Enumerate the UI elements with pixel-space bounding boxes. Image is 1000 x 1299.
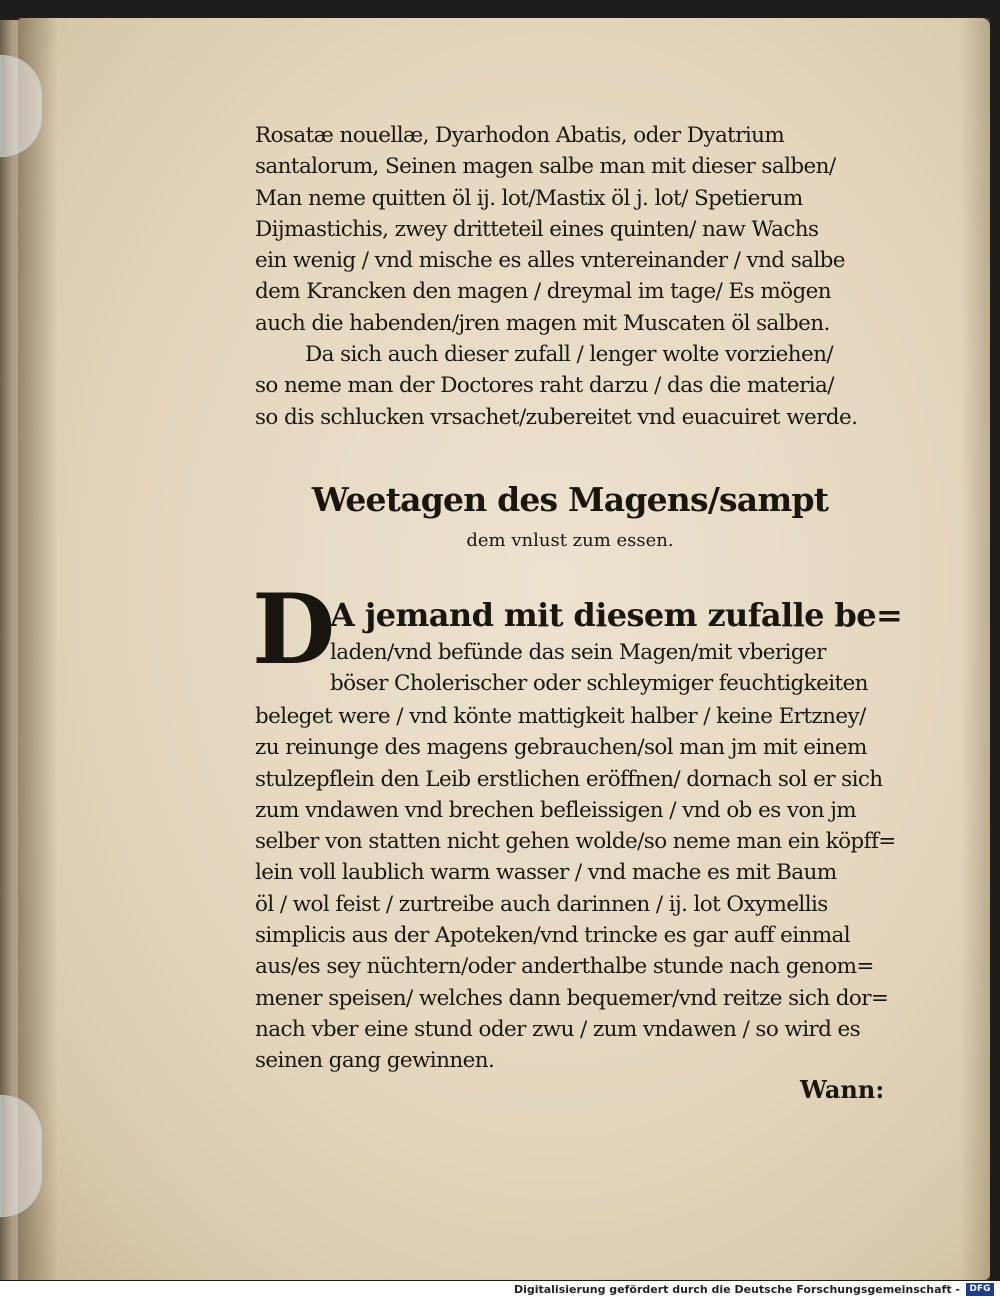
dfg-logo: DFG — [966, 1283, 994, 1296]
footer-credit: Digitalisierung gefördert durch die Deutsche Forschungsgemeinschaft - — [513, 1283, 960, 1296]
text-line: zum vndawen vnd brechen befleissigen / vnd ob es von jm — [255, 797, 857, 823]
text-line: nach vber eine stund oder zwu / zum vndawen / so wird es — [255, 1016, 861, 1042]
text-line: santalorum, Seinen magen salbe man mit dieser salben/ — [255, 154, 836, 180]
text-line: mener speisen/ welches dann bequemer/vnd reitze sich dor= — [255, 985, 889, 1011]
dropcap-line-first: A jemand mit diesem zufalle be= — [330, 596, 903, 634]
text-line: dem Krancken den magen / dreymal im tage/ Es mögen — [255, 279, 831, 305]
paragraph-main — [255, 701, 896, 1077]
page-gutter-shadow — [18, 18, 58, 1280]
text-line: laden/vnd befünde das sein Magen/mit vberiger — [330, 640, 826, 665]
text-line: auch die habenden/jren magen mit Muscaten öl salben. — [255, 310, 830, 336]
paragraph-second — [255, 339, 885, 433]
text-line: seinen gang gewinnen. — [255, 1048, 495, 1074]
text-line: Rosatæ nouellæ, Dyarhodon Abatis, oder Dyatrium — [255, 123, 785, 148]
section-heading: Weetagen des Magens/sampt — [311, 480, 829, 519]
text-line: öl / wol feist / zurtreibe auch darinnen / ij. lot Oxymellis — [255, 891, 828, 917]
text-line: stulzepflein den Leib erstlichen eröffnen/ dornach sol er sich — [255, 766, 883, 792]
text-line: Man neme quitten öl ij. lot/Mastix öl j. lot/ Spetierum — [255, 185, 803, 211]
page-right-edge-shadow — [960, 18, 990, 1280]
text-line: beleget were / vnd könte mattigkeit halber / keine Ertzney/ — [255, 704, 866, 729]
paragraph-top — [255, 120, 885, 339]
dropcap-continuation — [330, 637, 885, 700]
text-line: selber von statten nicht gehen wolde/so neme man ein köpff= — [255, 829, 896, 855]
text-line: zu reinunge des magens gebrauchen/sol man jm mit einem — [255, 735, 867, 761]
text-line: simplicis aus der Apoteken/vnd trincke es gar auff einmal — [255, 923, 851, 949]
section-subheading: dem vnlust zum essen. — [466, 530, 674, 551]
text-line: Da sich auch dieser zufall / lenger wolte vorziehen/ — [305, 342, 833, 367]
catchword: Wann: — [800, 1075, 885, 1104]
text-line: böser Cholerischer oder schleymiger feuchtigkeiten — [330, 671, 868, 697]
text-line: aus/es sey nüchtern/oder anderthalbe stunde nach genom= — [255, 954, 874, 980]
text-line: so neme man der Doctores raht darzu / das die materia/ — [255, 373, 834, 399]
text-line: lein voll laublich warm wasser / vnd mache es mit Baum — [255, 860, 837, 886]
text-line: Dijmastichis, zwey dritteteil eines quinten/ naw Wachs — [255, 216, 819, 242]
text-line: ein wenig / vnd mische es alles vntereinander / vnd salbe — [255, 248, 845, 274]
drop-cap-letter: D — [252, 573, 336, 686]
text-line: so dis schlucken vrsachet/zubereitet vnd euacuiret werde. — [255, 404, 858, 430]
